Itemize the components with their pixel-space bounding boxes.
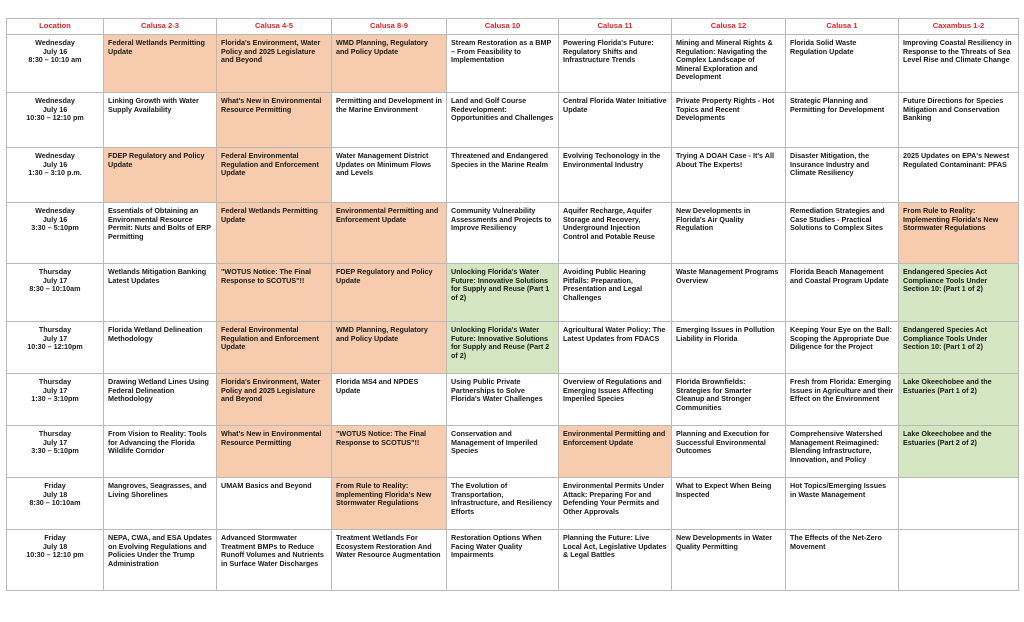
- session-title: Endangered Species Act Compliance Tools Under Section 10: (Part 1 of 2): [903, 325, 988, 352]
- header-room: Calusa 4-5: [217, 19, 332, 35]
- session-cell: [672, 264, 786, 322]
- time-slot-date: July 16: [42, 159, 68, 169]
- time-slot-cell: [7, 374, 104, 426]
- session-cell: [899, 322, 1019, 374]
- session-title: Unlocking Florida's Water Future: Innovative Solutions for Supply and Reuse (Part 2 of 2): [451, 325, 550, 360]
- session-title: Evolving Techonology in the Environmental Industry: [563, 151, 661, 169]
- time-slot-day: Wednesday: [35, 206, 75, 215]
- header-room: Calusa 10: [447, 19, 559, 35]
- session-cell: [104, 426, 217, 478]
- session-title: Water Management District Updates on Minimum Flows and Levels: [336, 151, 432, 178]
- time-slot-date: July 18: [42, 541, 68, 551]
- session-cell: [447, 426, 559, 478]
- time-slot-cell: [7, 264, 104, 322]
- time-slot-date: July 17: [42, 333, 68, 343]
- session-cell: [899, 35, 1019, 93]
- header-room: Calusa 11: [559, 19, 672, 35]
- session-cell: [786, 35, 899, 93]
- session-title: From Rule to Reality: Implementing Florida's New Stormwater Regulations: [336, 481, 432, 508]
- session-title: WMD Planning, Regulatory and Policy Update: [336, 38, 428, 56]
- session-title: Endangered Species Act Compliance Tools Under Section 10: (Part 1 of 2): [903, 267, 988, 294]
- session-title: What's New in Environmental Resource Permitting: [221, 96, 322, 114]
- session-cell: [447, 264, 559, 322]
- session-cell: [447, 35, 559, 93]
- session-cell: [104, 35, 217, 93]
- session-cell: [786, 93, 899, 148]
- session-cell: [217, 93, 332, 148]
- session-title: FDEP Regulatory and Policy Update: [108, 151, 205, 169]
- session-title: Restoration Options When Facing Water Quality Impairments: [451, 533, 542, 560]
- session-title: Florida Beach Management and Coastal Program Update: [790, 267, 889, 285]
- session-title: Trying A DOAH Case - It's All About The Experts!: [676, 151, 774, 169]
- time-slot-cell: [7, 322, 104, 374]
- session-cell: [217, 478, 332, 530]
- session-row: [7, 203, 1019, 264]
- session-title: Aquifer Recharge, Aquifer Storage and Recovery, Underground Injection Control and Potable Reuse: [563, 206, 655, 241]
- time-slot-cell: [7, 530, 104, 591]
- session-title: UMAM Basics and Beyond: [221, 481, 312, 490]
- session-cell: [559, 374, 672, 426]
- session-cell: [217, 374, 332, 426]
- schedule-body: [7, 35, 1019, 591]
- time-slot-cell: [7, 203, 104, 264]
- session-title: Overview of Regulations and Emerging Issues Affecting Imperiled Species: [563, 377, 662, 404]
- session-cell: [899, 203, 1019, 264]
- session-title: Environmental Permits Under Attack: Preparing For and Defending Your Permits and Other Approvals: [563, 481, 665, 516]
- session-cell: [447, 478, 559, 530]
- session-title: Comprehensive Watershed Management Reimagined: Blending Infrastructure, Innovation, and Policy: [790, 429, 883, 464]
- session-cell: [559, 322, 672, 374]
- session-title: Planning and Execution for Successful Environmental Outcomes: [676, 429, 770, 456]
- session-cell: [104, 203, 217, 264]
- session-cell: [447, 93, 559, 148]
- session-cell: [559, 203, 672, 264]
- header-location: Location: [7, 19, 104, 35]
- time-slot-time: 1:30 – 3:10 p.m.: [28, 168, 82, 178]
- session-cell: [332, 148, 447, 203]
- session-cell: [217, 203, 332, 264]
- session-title: Improving Coastal Resiliency in Response to the Threats of Sea Level Rise and Climate Change: [903, 38, 1012, 65]
- session-cell: [559, 426, 672, 478]
- time-slot-time: 10:30 – 12:10 pm: [26, 550, 84, 560]
- time-slot-time: 8:30 – 10:10am: [29, 284, 81, 294]
- session-cell: [104, 374, 217, 426]
- session-row: [7, 264, 1019, 322]
- session-cell: [786, 264, 899, 322]
- session-title: Agricultural Water Policy: The Latest Updates from FDACS: [563, 325, 666, 343]
- time-slot-time: 8:30 – 10:10am: [29, 498, 81, 508]
- session-title: New Developments in Florida's Air Quality Regulation: [676, 206, 751, 233]
- session-title: Florida's Environment, Water Policy and 2025 Legislature and Beyond: [221, 38, 321, 65]
- session-cell: [217, 148, 332, 203]
- time-slot-time: 10:30 – 12:10 pm: [26, 113, 84, 123]
- time-slot-day: Thursday: [38, 325, 72, 334]
- session-row: [7, 93, 1019, 148]
- session-title: WMD Planning, Regulatory and Policy Update: [336, 325, 428, 343]
- session-title: Stream Restoration as a BMP – From Feasibility to Implementation: [451, 38, 552, 65]
- session-cell: [672, 322, 786, 374]
- session-cell: [332, 322, 447, 374]
- session-title: Avoiding Public Hearing Pitfalls: Preparation, Presentation and Legal Challenges: [563, 267, 646, 302]
- header-room: Calusa 8-9: [332, 19, 447, 35]
- session-title: What's New in Environmental Resource Permitting: [221, 429, 322, 447]
- time-slot-day: Friday: [44, 533, 66, 542]
- session-title: FDEP Regulatory and Policy Update: [336, 267, 433, 285]
- session-cell: [672, 148, 786, 203]
- session-row: [7, 478, 1019, 530]
- session-cell: [104, 148, 217, 203]
- session-cell: [332, 426, 447, 478]
- session-title: Conservation and Management of Imperiled Species: [451, 429, 538, 456]
- session-cell: [672, 374, 786, 426]
- session-cell: [104, 322, 217, 374]
- session-cell: [899, 478, 1019, 530]
- session-cell: [559, 35, 672, 93]
- session-cell: [672, 203, 786, 264]
- session-title: Environmental Permitting and Enforcement Update: [336, 206, 439, 224]
- session-title: Advanced Stormwater Treatment BMPs to Reduce Runoff Volumes and Nutrients in Surface Water Discharges: [221, 533, 324, 568]
- session-title: Central Florida Water Initiative Update: [563, 96, 667, 114]
- session-title: Treatment Wetlands For Ecosystem Restoration And Water Resource Augmentation: [336, 533, 441, 560]
- session-cell: [559, 93, 672, 148]
- session-cell: [899, 374, 1019, 426]
- session-row: [7, 322, 1019, 374]
- session-title: Fresh from Florida: Emerging Issues in Agriculture and their Effect on the Environment: [790, 377, 894, 404]
- session-title: From Vision to Reality: Tools for Advancing the Florida Wildlife Corridor: [108, 429, 207, 456]
- time-slot-time: 3:30 – 5:10pm: [31, 223, 79, 233]
- session-cell: [559, 264, 672, 322]
- time-slot-date: July 16: [42, 46, 68, 56]
- session-title: Private Property Rights - Hot Topics and Recent Developments: [676, 96, 775, 123]
- session-row: [7, 426, 1019, 478]
- session-row: [7, 148, 1019, 203]
- time-slot-day: Thursday: [38, 377, 72, 386]
- session-row: [7, 35, 1019, 93]
- session-title: Florida's Environment, Water Policy and 2025 Legislature and Beyond: [221, 377, 321, 404]
- time-slot-cell: [7, 148, 104, 203]
- time-slot-time: 1:30 – 3:10pm: [31, 394, 79, 404]
- session-title: Mangroves, Seagrasses, and Living Shorelines: [108, 481, 207, 499]
- session-cell: [217, 426, 332, 478]
- session-title: Florida Solid Waste Regulation Update: [790, 38, 857, 56]
- time-slot-day: Friday: [44, 481, 66, 490]
- session-row: [7, 530, 1019, 591]
- session-cell: [332, 35, 447, 93]
- session-title: Powering Florida's Future: Regulatory Shifts and Infrastructure Trends: [563, 38, 654, 65]
- session-title: Florida MS4 and NPDES Update: [336, 377, 419, 395]
- session-title: Lake Okeechobee and the Estuaries (Part 2 of 2): [903, 429, 992, 447]
- session-row: [7, 374, 1019, 426]
- session-cell: [104, 264, 217, 322]
- session-title: Using Public Private Partnerships to Solve Florida's Water Challenges: [451, 377, 543, 404]
- session-title: Strategic Planning and Permitting for Development: [790, 96, 885, 114]
- time-slot-time: 10:30 – 12:10pm: [27, 342, 83, 352]
- session-title: Essentials of Obtaining an Environmental Resource Permit: Nuts and Bolts of ERP Permitting: [108, 206, 211, 241]
- session-cell: [672, 35, 786, 93]
- time-slot-cell: [7, 93, 104, 148]
- session-cell: [217, 35, 332, 93]
- time-slot-day: Thursday: [38, 267, 72, 276]
- session-title: Linking Growth with Water Supply Availability: [108, 96, 199, 114]
- schedule-grid-wrapper: [6, 18, 1019, 591]
- session-title: Waste Management Programs Overview: [676, 267, 779, 285]
- session-title: New Developments in Water Quality Permitting: [676, 533, 772, 551]
- session-cell: [672, 93, 786, 148]
- session-title: NEPA, CWA, and ESA Updates on Evolving Regulations and Policies Under the Trump Administration: [108, 533, 212, 568]
- time-slot-day: Wednesday: [35, 96, 75, 105]
- session-cell: [217, 322, 332, 374]
- session-title: Disaster Mitigation, the Insurance Industry and Climate Resiliency: [790, 151, 870, 178]
- session-cell: [786, 426, 899, 478]
- session-cell: [899, 148, 1019, 203]
- session-title: Federal Wetlands Permitting Update: [221, 206, 318, 224]
- session-title: "WOTUS Notice: The Final Response to SCOTUS"!!: [221, 267, 312, 285]
- time-slot-date: July 16: [42, 214, 68, 224]
- session-cell: [899, 530, 1019, 591]
- session-title: The Effects of the Net-Zero Movement: [790, 533, 882, 551]
- session-cell: [332, 374, 447, 426]
- session-cell: [447, 203, 559, 264]
- time-slot-date: July 18: [42, 489, 68, 499]
- session-title: "WOTUS Notice: The Final Response to SCOTUS"!!: [336, 429, 427, 447]
- session-cell: [104, 93, 217, 148]
- session-title: Environmental Permitting and Enforcement Update: [563, 429, 666, 447]
- session-cell: [104, 478, 217, 530]
- session-title: 2025 Updates on EPA's Newest Regulated Contaminant: PFAS: [903, 151, 1010, 169]
- session-cell: [672, 478, 786, 530]
- session-title: Threatened and Endangered Species in the Marine Realm: [451, 151, 549, 169]
- time-slot-time: 8:30 – 10:10 am: [28, 55, 82, 65]
- session-title: Remediation Strategies and Case Studies - Practical Solutions to Complex Sites: [790, 206, 885, 233]
- session-title: Federal Wetlands Permitting Update: [108, 38, 205, 56]
- header-room: Calusa 2-3: [104, 19, 217, 35]
- session-cell: [786, 148, 899, 203]
- session-cell: [559, 148, 672, 203]
- session-title: Future Directions for Species Mitigation and Conservation Banking: [903, 96, 1004, 123]
- session-cell: [217, 264, 332, 322]
- header-room: Caxambus 1-2: [899, 19, 1019, 35]
- session-cell: [447, 530, 559, 591]
- session-title: Mining and Mineral Rights & Regulation: Navigating the Complex Landscape of Mineral Exploration and Development: [676, 38, 773, 82]
- session-cell: [899, 426, 1019, 478]
- session-title: Florida Wetland Delineation Methodology: [108, 325, 203, 343]
- session-title: Land and Golf Course Redevelopment: Opportunities and Challenges: [451, 96, 554, 123]
- session-title: Emerging Issues in Pollution Liability in Florida: [676, 325, 775, 343]
- session-cell: [672, 426, 786, 478]
- session-cell: [899, 264, 1019, 322]
- session-cell: [447, 322, 559, 374]
- session-cell: [447, 374, 559, 426]
- session-cell: [332, 264, 447, 322]
- time-slot-time: 3:30 – 5:10pm: [31, 446, 79, 456]
- session-title: Lake Okeechobee and the Estuaries (Part 1 of 2): [903, 377, 992, 395]
- session-title: Hot Topics/Emerging Issues in Waste Management: [790, 481, 887, 499]
- session-title: Planning the Future: Live Local Act, Legislative Updates & Legal Battles: [563, 533, 667, 560]
- time-slot-date: July 17: [42, 275, 68, 285]
- session-cell: [332, 93, 447, 148]
- time-slot-day: Wednesday: [35, 151, 75, 160]
- time-slot-cell: [7, 478, 104, 530]
- session-cell: [559, 478, 672, 530]
- session-cell: [332, 530, 447, 591]
- session-cell: [786, 530, 899, 591]
- session-title: Community Vulnerability Assessments and Projects to Improve Resiliency: [451, 206, 552, 233]
- session-title: Florida Brownfields: Strategies for Smarter Cleanup and Stronger Communities: [676, 377, 752, 412]
- session-cell: [786, 374, 899, 426]
- session-cell: [332, 478, 447, 530]
- session-title: Permitting and Development in the Marine Environment: [336, 96, 442, 114]
- time-slot-day: Wednesday: [35, 38, 75, 47]
- session-title: Federal Environmental Regulation and Enforcement Update: [221, 325, 319, 352]
- session-cell: [559, 530, 672, 591]
- session-cell: [332, 203, 447, 264]
- session-cell: [104, 530, 217, 591]
- session-title: What to Expect When Being Inspected: [676, 481, 772, 499]
- session-title: Drawing Wetland Lines Using Federal Delineation Methodology: [108, 377, 209, 404]
- session-cell: [217, 530, 332, 591]
- time-slot-day: Thursday: [38, 429, 72, 438]
- time-slot-date: July 16: [42, 104, 68, 114]
- header-room: Calusa 12: [672, 19, 786, 35]
- schedule-table: [6, 18, 1019, 591]
- session-title: Federal Environmental Regulation and Enforcement Update: [221, 151, 319, 178]
- session-cell: [786, 322, 899, 374]
- session-cell: [786, 203, 899, 264]
- time-slot-cell: [7, 35, 104, 93]
- session-cell: [447, 148, 559, 203]
- session-cell: [899, 93, 1019, 148]
- session-title: The Evolution of Transportation, Infrastructure, and Resiliency Efforts: [451, 481, 553, 516]
- session-title: Unlocking Florida's Water Future: Innovative Solutions for Supply and Reuse (Part 1 of 2): [451, 267, 550, 302]
- session-title: From Rule to Reality: Implementing Florida's New Stormwater Regulations: [903, 206, 999, 233]
- session-cell: [786, 478, 899, 530]
- session-title: Wetlands Mitigation Banking Latest Updates: [108, 267, 207, 285]
- time-slot-date: July 17: [42, 385, 68, 395]
- header-room: Calusa 1: [786, 19, 899, 35]
- time-slot-cell: [7, 426, 104, 478]
- header-row: [7, 19, 1019, 35]
- session-title: Keeping Your Eye on the Ball: Scoping the Appropriate Due Diligence for the Project: [790, 325, 892, 352]
- session-cell: [672, 530, 786, 591]
- time-slot-date: July 17: [42, 437, 68, 447]
